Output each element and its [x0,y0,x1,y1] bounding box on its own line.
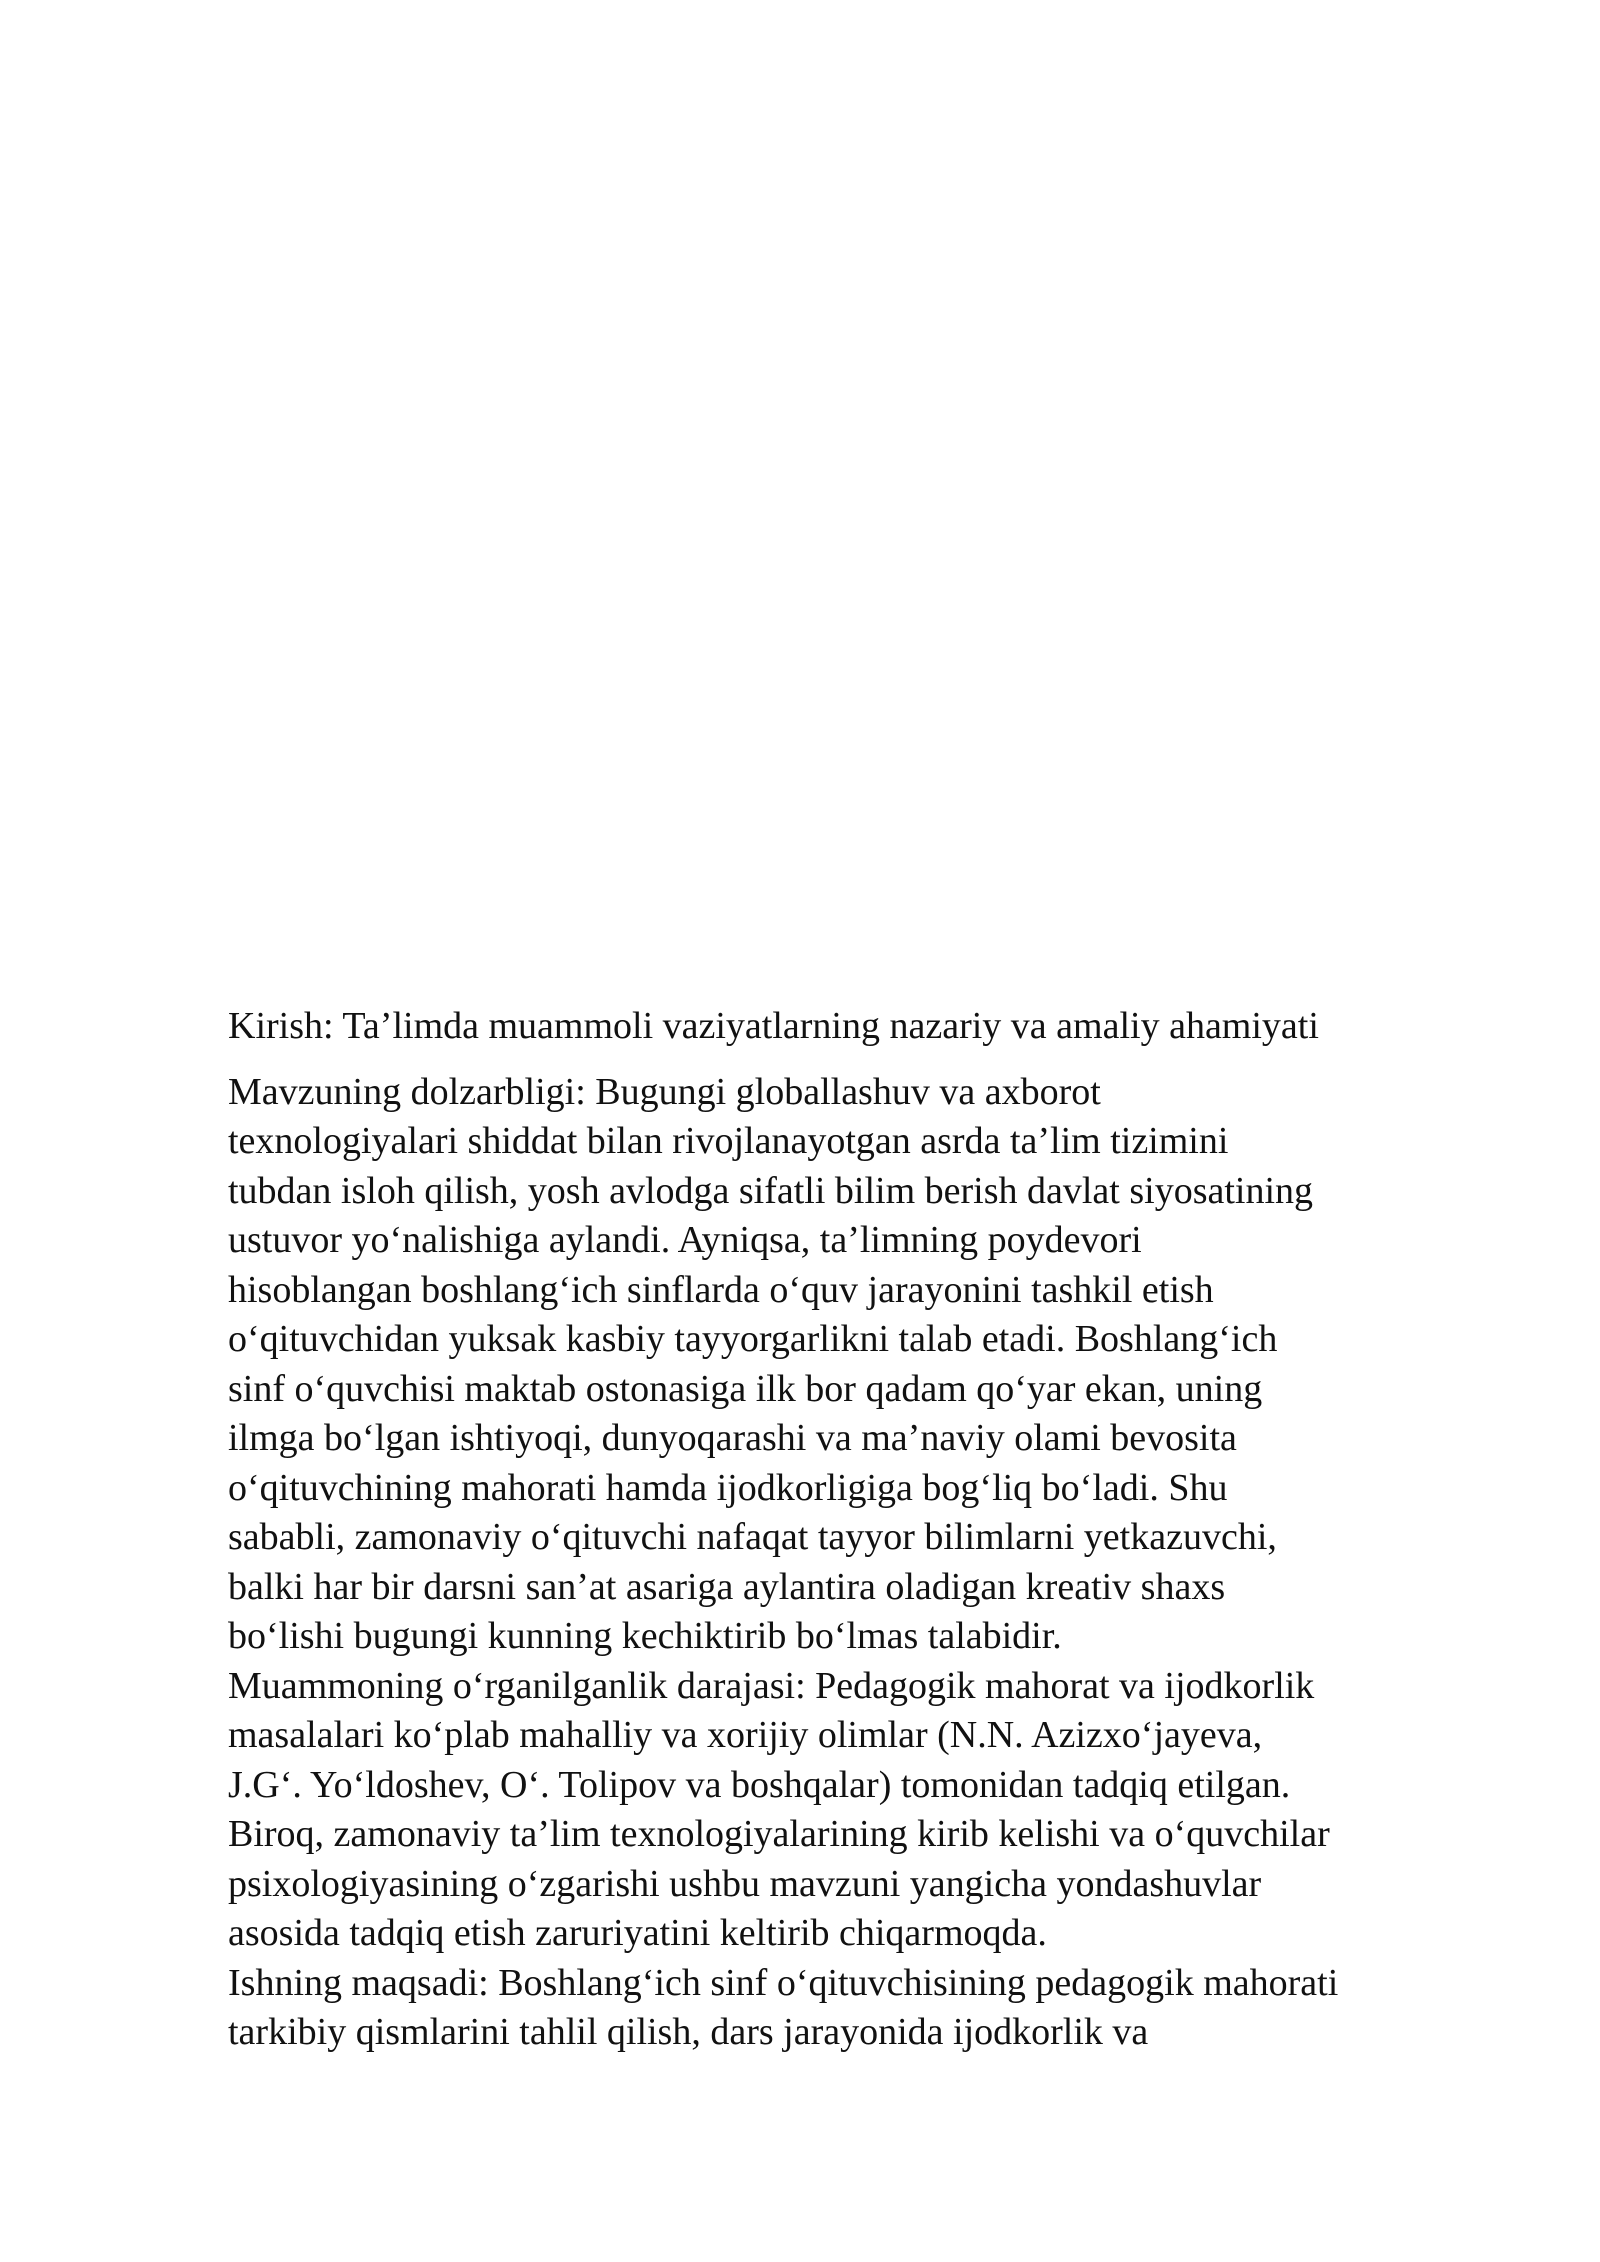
document-body [228,1002,1528,2058]
text-line: ilmga bo‘lgan ishtiyoqi, dunyoqarashi va ma’naviy olami bevosita [228,1417,1237,1459]
text-line: asosida tadqiq etish zaruriyatini keltirib chiqarmoqda. [228,1912,1047,1954]
text-line: psixologiyasining o‘zgarishi ushbu mavzuni yangicha yondashuvlar [228,1862,1262,1905]
text-line: J.G‘. Yo‘ldoshev, O‘. Tolipov va boshqalar) tomonidan tadqiq etilgan. [228,1763,1291,1806]
text-line: masalalari ko‘plab mahalliy va xorijiy olimlar (N.N. Azizxo‘jayeva, [228,1714,1263,1756]
text-line: Ishning maqsadi: Boshlang‘ich sinf o‘qituvchisining pedagogik mahorati [228,1961,1339,2004]
text-line: o‘qituvchidan yuksak kasbiy tayyorgarlikni talab etadi. Boshlang‘ich [228,1318,1278,1360]
text-line: Muammoning o‘rganilganlik darajasi: Pedagogik mahorat va ijodkorlik [228,1664,1315,1707]
text-line: hisoblangan boshlang‘ich sinflarda o‘quv jarayonini tashkil etish [228,1268,1214,1311]
text-line: Mavzuning dolzarbligi: Bugungi globallashuv va axborot [228,1070,1101,1113]
text-line: tarkibiy qismlarini tahlil qilish, dars jarayonida ijodkorlik va [228,2011,1149,2053]
section-heading: Kirish: Ta’limda muammoli vaziyatlarning nazariy va amaliy ahamiyati [228,1005,1319,1047]
text-line: bo‘lishi bugungi kunning kechiktirib bo‘lmas talabidir. [228,1615,1062,1657]
text-line: tubdan isloh qilish, yosh avlodga sifatli bilim berish davlat siyosatining [228,1169,1314,1212]
text-line: sinf o‘quvchisi maktab ostonasiga ilk bor qadam qo‘yar ekan, uning [228,1367,1263,1410]
text-line: Biroq, zamonaviy ta’lim texnologiyalarining kirib kelishi va o‘quvchilar [228,1813,1330,1855]
text-line: sababli, zamonaviy o‘qituvchi nafaqat tayyor bilimlarni yetkazuvchi, [228,1516,1277,1558]
text-line: texnologiyalari shiddat bilan rivojlanayotgan asrda ta’lim tizimini [228,1120,1229,1162]
text-line: ustuvor yo‘nalishiga aylandi. Ayniqsa, ta’limning poydevori [228,1219,1142,1261]
text-line: balki har bir darsni san’at asariga aylantira oladigan kreativ shaxs [228,1565,1226,1608]
text-line: o‘qituvchining mahorati hamda ijodkorligiga bog‘liq bo‘ladi. Shu [228,1466,1228,1509]
